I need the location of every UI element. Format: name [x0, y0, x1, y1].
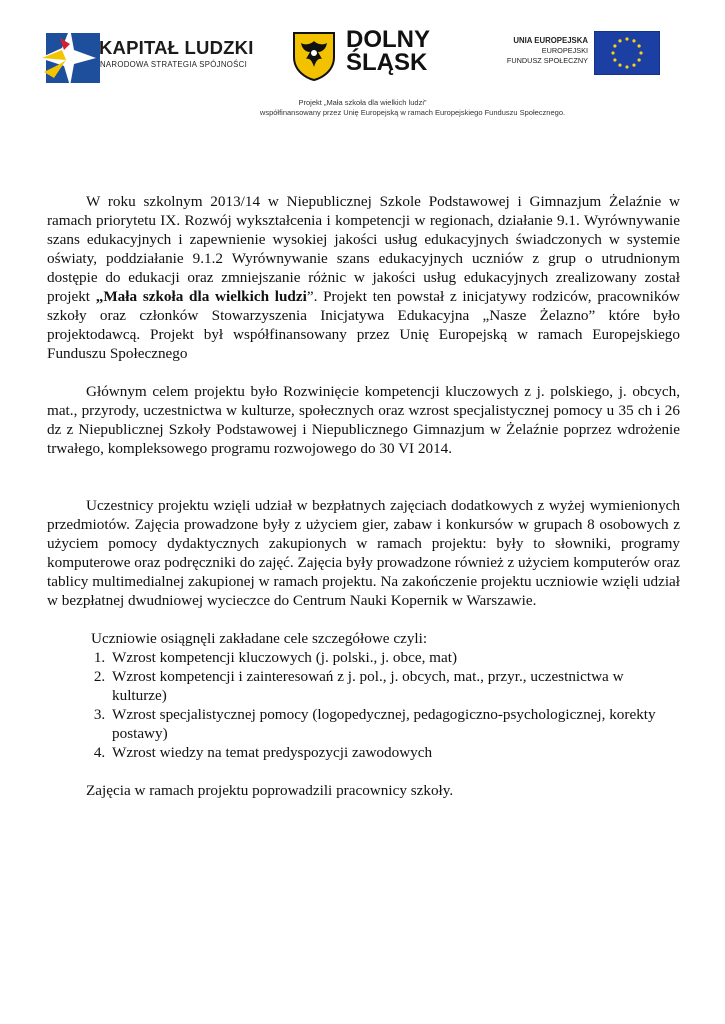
eu-flag-icon [594, 31, 660, 75]
list-item: 2. Wzrost kompetencji i zainteresowań z j. pol., j. obcych, mat., przyr., uczestnictwa w kulturze) [109, 667, 680, 705]
eu-line1: UNIA EUROPEJSKA [513, 36, 588, 45]
dolny-text: DOLNY [346, 26, 430, 53]
closing-paragraph: Zajęcia w ramach projektu poprowadzili pracownicy szkoły. [86, 782, 454, 799]
page-header [0, 0, 725, 130]
paragraph-1-start: W roku szkolnym 2013/14 w Niepublicznej Szkole Podstawowej i Gimnazjum Żelaźnie w ramach priorytetu IX. Rozwój wykształcenia i kompetencji w regionach, działanie 9.1. Wyrównywanie szans edukacyjnych i zapewnienie wysokiej jakości usług edukacyjnych świadczonych w systemie oświaty, poddziałanie 9.1.2 Wyrównywanie szans edukacyjnych uczniów z grup o utrudnionym dostępie do edukacji oraz zmniejszanie różnic w jakości usług edukacyjnych zrealizowany został projekt [47, 193, 680, 305]
goals-intro: Uczniowie osiągnęli zakładane cele szczegółowe czyli: [91, 630, 428, 647]
eu-line2: EUROPEJSKI [541, 46, 588, 55]
project-line-2: współfinansowany przez Unię Europejską w ramach Europejskiego Funduszu Społecznego. [259, 108, 566, 117]
paragraph-2: Głównym celem projektu było Rozwinięcie kompetencji kluczowych z j. polskiego, j. obcych, mat., przyrody, uczestnictwa w kulturze, społecznych oraz wzrost specjalistycznej pomocy u 35 ch i 26 dz z Niepublicznej Szkoły Podstawowej i Niepublicznego Gimnazjum w Żelaźnie poprzez wdrożenie trwałego, kompleksowego programu rozwojowego do 30 VI 2014. [47, 383, 680, 457]
list-item: 4. Wzrost wiedzy na temat predyspozycji zawodowych [109, 743, 680, 762]
dolny-slask-logo [346, 28, 430, 74]
kapital-ludzki-logo-icon [40, 28, 100, 88]
paragraph-1-end: ”. Projekt ten powstał z inicjatywy rodziców, pracowników szkoły oraz członków Stowarzyszenia Inicjatywa Edukacyjna „Nasze Żelazno” które było projektodawcą. Projekt był współfinansowany przez Unię Europejską w ramach Europejskiego Funduszu Społecznego [47, 288, 680, 362]
eu-line3: FUNDUSZ SPOŁECZNY [506, 56, 588, 65]
project-name: „Mała szkoła dla wielkich ludzi [95, 288, 307, 305]
list-item: 1. Wzrost kompetencji kluczowych (j. polski., j. obce, mat) [109, 648, 680, 667]
kapital-ludzki-title: KAPITAŁ LUDZKI [99, 37, 254, 58]
slask-text: ŚLĄSK [346, 49, 428, 76]
document-body [47, 192, 680, 800]
project-line-1: Projekt „Mała szkoła dla wielkich ludzi” [298, 98, 427, 107]
kapital-ludzki-subtitle: NARODOWA STRATEGIA SPÓJNOŚCI [100, 60, 248, 69]
list-item: 3. Wzrost specjalistycznej pomocy (logopedycznej, pedagogiczno-psychologicznej, korekty postawy) [109, 705, 680, 743]
lower-silesia-crest-icon [292, 31, 336, 81]
paragraph-1 [47, 192, 680, 363]
goals-list [47, 648, 680, 762]
eu-label [490, 36, 588, 66]
paragraph-3: Uczestnicy projektu wzięli udział w bezpłatnych zajęciach dodatkowych z wyżej wymienionych przedmiotów. Zajęcia prowadzone były z użyciem gier, zabaw i konkursów w grupach 8 osobowych z użyciem pomocy dydaktycznych zakupionych w ramach projektu: były to słowniki, programy komputerowe oraz podręczniki do zajęć. Zajęcia były prowadzone również z użyciem komputerów oraz tablicy multimedialnej zakupionej w ramach projektu. Na zakończenie projektu uczniowie wzięli udział w bezpłatnej dwudniowej wycieczce do Centrum Nauki Kopernik w Warszawie. [47, 497, 680, 609]
